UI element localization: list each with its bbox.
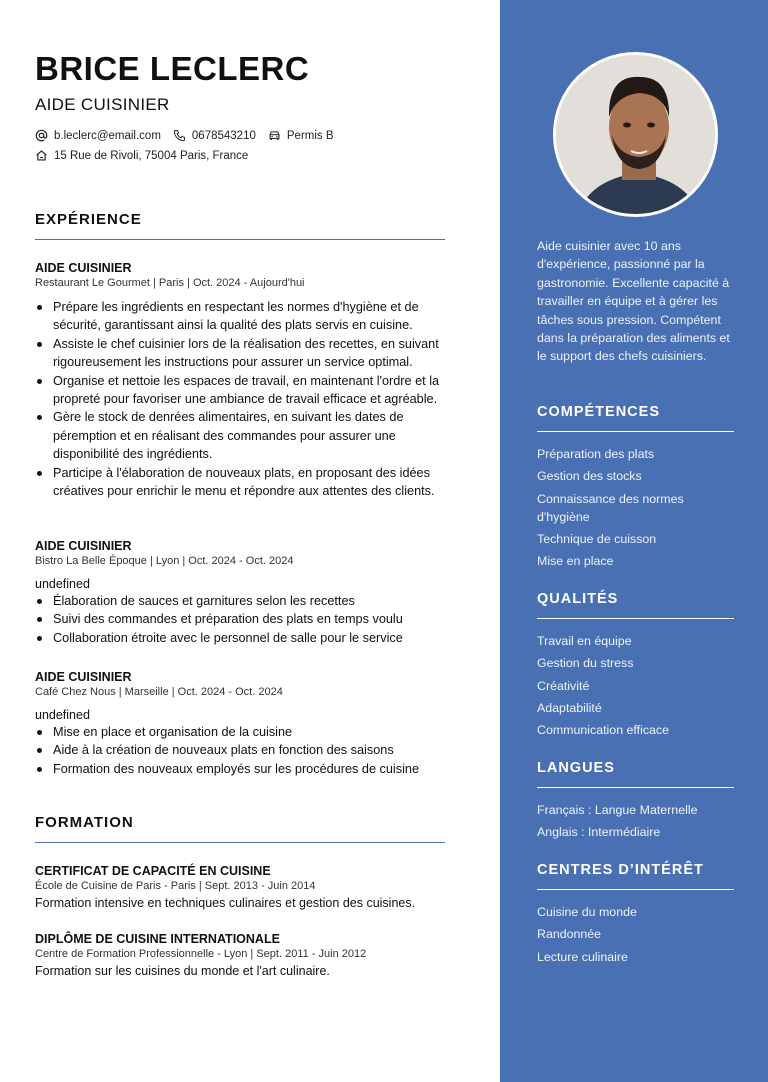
email-contact[interactable] bbox=[35, 129, 161, 142]
skill-item: Préparation des plats bbox=[537, 447, 655, 461]
job-meta: Café Chez Nous | Marseille | Oct. 2024 - Oct. 2024 bbox=[35, 686, 283, 698]
job-entry bbox=[35, 539, 450, 647]
job-title: AIDE CUISINIER bbox=[35, 539, 132, 553]
contact-row bbox=[35, 129, 346, 142]
qualities-list bbox=[537, 632, 737, 743]
license-info bbox=[268, 129, 334, 142]
job-entry bbox=[35, 261, 450, 500]
bullet-item: Prépare les ingrédients en respectant les normes d'hygiène et de sécurité, garantissant ainsi la qualité des plats servis en cuisine. bbox=[35, 298, 450, 335]
degree-meta: Centre de Formation Professionnelle - Lyon | Sept. 2011 - Juin 2012 bbox=[35, 948, 367, 960]
skill-item: Gestion des stocks bbox=[537, 469, 642, 484]
degree-description: Formation intensive en techniques culinaires et gestion des cuisines. bbox=[35, 896, 416, 910]
address-contact bbox=[35, 149, 248, 162]
languages-heading: LANGUES bbox=[537, 760, 615, 776]
quality-item: Travail en équipe bbox=[537, 634, 632, 648]
skill-item: Mise en place bbox=[537, 554, 614, 569]
candidate-title: AIDE CUISINIER bbox=[35, 95, 170, 114]
education-entry bbox=[35, 932, 450, 978]
bullet-item: Élaboration de sauces et garnitures selon les recettes bbox=[35, 592, 450, 610]
address-text: 15 Rue de Rivoli, 75004 Paris, France bbox=[54, 149, 249, 162]
skill-item: Technique de cuisson bbox=[537, 531, 657, 546]
bullet-item: Organise et nettoie les espaces de travail, en maintenant l'ordre et la propreté pour favoriser une ambiance de travail efficace et agréable. bbox=[35, 372, 450, 409]
bullet-item: Assiste le chef cuisinier lors de la réalisation des recettes, en suivant rigoureusement les instructions pour assurer un service optimal. bbox=[35, 335, 450, 372]
experience-divider bbox=[35, 239, 445, 240]
address-row bbox=[35, 149, 260, 162]
profile-photo bbox=[553, 52, 718, 217]
bullet-item: Participe à l'élaboration de nouveaux plats, en proposant des idées créatives pour enrichir le menu et répondre aux attentes des clients. bbox=[35, 464, 450, 501]
job-bullets bbox=[35, 592, 450, 647]
at-icon bbox=[35, 129, 48, 142]
job-description: undefined bbox=[35, 708, 90, 722]
car-icon bbox=[268, 129, 281, 142]
quality-item: Créativité bbox=[537, 678, 590, 693]
license-text: Permis B bbox=[286, 129, 334, 142]
portrait-image bbox=[556, 55, 718, 217]
bullet-item: Formation des nouveaux employés sur les procédures de cuisine bbox=[35, 760, 450, 778]
education-divider bbox=[35, 842, 445, 843]
skill-item: Connaissance des normes d'hygiène bbox=[537, 491, 684, 524]
interest-item: Lecture culinaire bbox=[537, 949, 628, 964]
skills-list bbox=[537, 445, 737, 574]
email-text: b.leclerc@email.com bbox=[54, 129, 161, 142]
bullet-item: Aide à la création de nouveaux plats en fonction des saisons bbox=[35, 741, 450, 759]
job-bullets bbox=[35, 723, 450, 778]
qualities-heading: QUALITÉS bbox=[537, 591, 619, 607]
languages-list bbox=[537, 801, 737, 846]
bullet-item: Suivi des commandes et préparation des plats en temps voulu bbox=[35, 610, 450, 628]
interests-divider bbox=[537, 889, 734, 890]
degree-title: DIPLÔME DE CUISINE INTERNATIONALE bbox=[35, 932, 280, 946]
job-description: undefined bbox=[35, 577, 90, 591]
language-item: Français : Langue Maternelle bbox=[537, 803, 698, 817]
job-meta: Restaurant Le Gourmet | Paris | Oct. 2024 - Aujourd'hui bbox=[35, 277, 305, 289]
languages-divider bbox=[537, 787, 734, 788]
bullet-item: Collaboration étroite avec le personnel de salle pour le service bbox=[35, 629, 450, 647]
language-item: Anglais : Intermédiaire bbox=[537, 825, 661, 840]
home-icon bbox=[35, 149, 48, 162]
bullet-item: Gère le stock de denrées alimentaires, en suivant les dates de péremption et en réalisant des commandes pour assurer une disponibilité des ingrédients. bbox=[35, 408, 450, 463]
interest-item: Cuisine du monde bbox=[537, 905, 637, 919]
job-meta: Bistro La Belle Époque | Lyon | Oct. 2024 - Oct. 2024 bbox=[35, 555, 294, 567]
phone-icon bbox=[173, 129, 186, 142]
degree-title: CERTIFICAT DE CAPACITÉ EN CUISINE bbox=[35, 864, 271, 878]
interests-heading: CENTRES D’INTÉRÊT bbox=[537, 862, 704, 878]
skills-heading: COMPÉTENCES bbox=[537, 404, 660, 420]
job-bullets bbox=[35, 298, 450, 500]
quality-item: Adaptabilité bbox=[537, 700, 602, 715]
phone-text: 0678543210 bbox=[191, 129, 256, 142]
quality-item: Gestion du stress bbox=[537, 656, 634, 671]
job-title: AIDE CUISINIER bbox=[35, 261, 132, 275]
phone-contact[interactable] bbox=[173, 129, 256, 142]
quality-item: Communication efficace bbox=[537, 723, 670, 738]
skills-divider bbox=[537, 431, 734, 432]
profile-summary: Aide cuisinier avec 10 ans d'expérience, passionné par la gastronomie. Excellente capacité à travailler en équipe et à gérer les tâches sous pression. Compétent dans la préparation des aliments et le support des chefs cuisiniers. bbox=[537, 239, 730, 364]
job-title: AIDE CUISINIER bbox=[35, 670, 132, 684]
education-entry bbox=[35, 864, 450, 910]
experience-heading: EXPÉRIENCE bbox=[35, 211, 142, 228]
job-entry bbox=[35, 670, 450, 778]
interests-list bbox=[537, 903, 737, 970]
education-heading: FORMATION bbox=[35, 814, 134, 831]
qualities-divider bbox=[537, 618, 734, 619]
interest-item: Randonnée bbox=[537, 927, 602, 942]
candidate-name: BRICE LECLERC bbox=[35, 50, 310, 87]
degree-meta: École de Cuisine de Paris - Paris | Sept. 2013 - Juin 2014 bbox=[35, 880, 316, 892]
degree-description: Formation sur les cuisines du monde et l'art culinaire. bbox=[35, 964, 330, 978]
bullet-item: Mise en place et organisation de la cuisine bbox=[35, 723, 450, 741]
